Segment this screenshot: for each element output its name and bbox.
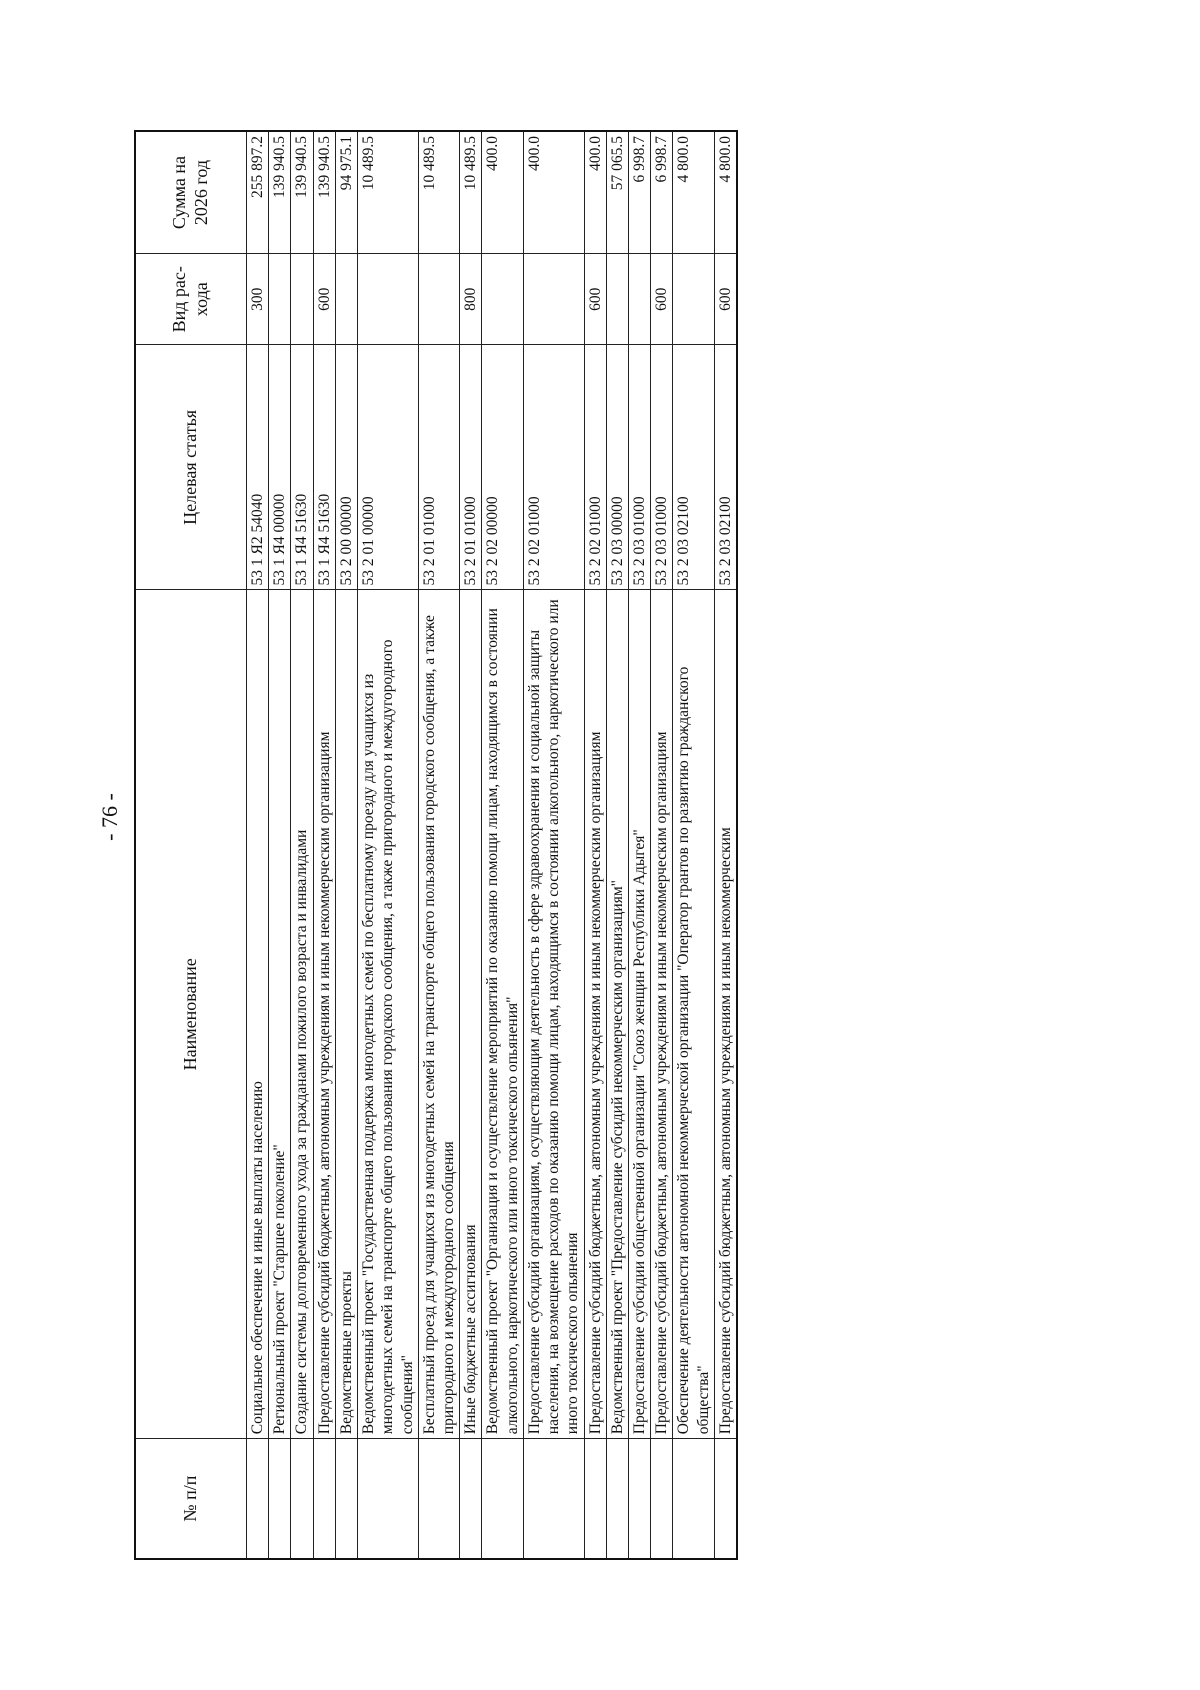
header-code: Целевая статья	[135, 345, 247, 590]
header-kind: Вид рас-хода	[135, 254, 247, 345]
cell-kind: 600	[651, 254, 673, 345]
table-row	[482, 131, 523, 1559]
cell-num	[291, 1439, 313, 1559]
cell-num	[584, 1439, 606, 1559]
table-body	[247, 131, 738, 1559]
table-row	[584, 131, 606, 1559]
cell-num	[358, 1439, 419, 1559]
cell-kind	[482, 254, 523, 345]
table-row	[335, 131, 357, 1559]
cell-code: 53 1 Я2 54040	[247, 345, 269, 590]
cell-name: Региональный проект "Старшее поколение"	[269, 590, 291, 1439]
cell-num	[714, 1439, 737, 1559]
cell-amount: 139 940.5	[313, 131, 335, 254]
cell-code: 53 2 01 01000	[460, 345, 482, 590]
cell-kind: 600	[584, 254, 606, 345]
cell-num	[673, 1439, 714, 1559]
header-num: № п/п	[135, 1439, 247, 1559]
cell-code: 53 2 02 00000	[482, 345, 523, 590]
cell-num	[460, 1439, 482, 1559]
cell-amount: 400.0	[523, 131, 584, 254]
table-row	[313, 131, 335, 1559]
cell-amount: 4 800.0	[673, 131, 714, 254]
table-row	[269, 131, 291, 1559]
cell-kind	[418, 254, 459, 345]
budget-table-sheet	[134, 130, 1066, 1560]
cell-kind	[673, 254, 714, 345]
cell-amount: 4 800.0	[714, 131, 737, 254]
table-row	[523, 131, 584, 1559]
cell-kind: 600	[313, 254, 335, 345]
table-row	[460, 131, 482, 1559]
cell-kind: 600	[714, 254, 737, 345]
cell-name: Предоставление субсидий бюджетным, автономным учреждениям и иным некоммерческим организациям	[584, 590, 606, 1439]
cell-code: 53 2 03 02100	[673, 345, 714, 590]
cell-name: Ведомственный проект "Государственная поддержка многодетных семей по бесплатному проезду для учащихся из многодетных семей на транспорте общего пользования городского сообщения, а также пригородного и междугородного сообщения"	[358, 590, 419, 1439]
cell-code: 53 2 01 01000	[418, 345, 459, 590]
cell-name: Предоставление субсидии общественной организации "Союз женщин Республики Адыгея"	[628, 590, 650, 1439]
cell-name: Бесплатный проезд для учащихся из многодетных семей на транспорте общего пользования городского сообщения, а также пригородного и междугородного сообщения	[418, 590, 459, 1439]
header-name: Наименование	[135, 590, 247, 1439]
cell-name: Ведомственные проекты	[335, 590, 357, 1439]
cell-code: 53 2 03 01000	[628, 345, 650, 590]
table-row	[651, 131, 673, 1559]
budget-table	[134, 130, 738, 1560]
table-row	[673, 131, 714, 1559]
cell-kind	[358, 254, 419, 345]
cell-amount: 10 489.5	[358, 131, 419, 254]
cell-num	[269, 1439, 291, 1559]
cell-num	[523, 1439, 584, 1559]
cell-name: Иные бюджетные ассигнования	[460, 590, 482, 1439]
table-row	[358, 131, 419, 1559]
cell-amount: 139 940.5	[291, 131, 313, 254]
cell-name: Предоставление субсидий бюджетным, автономным учреждениям и иным некоммерческим организациям	[313, 590, 335, 1439]
table-row	[714, 131, 737, 1559]
cell-amount: 10 489.5	[418, 131, 459, 254]
cell-num	[628, 1439, 650, 1559]
cell-kind	[628, 254, 650, 345]
cell-kind	[523, 254, 584, 345]
page-number: - 76 -	[96, 793, 122, 841]
cell-kind: 800	[460, 254, 482, 345]
cell-amount: 10 489.5	[460, 131, 482, 254]
cell-name: Создание системы долговременного ухода за гражданами пожилого возраста и инвалидами	[291, 590, 313, 1439]
cell-num	[313, 1439, 335, 1559]
cell-amount: 255 897.2	[247, 131, 269, 254]
cell-name: Предоставление субсидий организациям, осуществляющим деятельность в сфере здравоохранения и социальной защиты населения, на возмещение расходов по оказанию помощи лицам, находящимся в состоянии алкогольного, наркотического или иного токсического опьянения	[523, 590, 584, 1439]
cell-num	[247, 1439, 269, 1559]
cell-num	[418, 1439, 459, 1559]
cell-kind	[606, 254, 628, 345]
cell-name: Предоставление субсидий бюджетным, автономным учреждениям и иным некоммерческим организациям	[651, 590, 673, 1439]
cell-name: Социальное обеспечение и иные выплаты населению	[247, 590, 269, 1439]
cell-code: 53 2 02 01000	[523, 345, 584, 590]
cell-code: 53 2 02 01000	[584, 345, 606, 590]
cell-amount: 6 998.7	[628, 131, 650, 254]
table-row	[606, 131, 628, 1559]
table-row	[247, 131, 269, 1559]
cell-code: 53 1 Я4 51630	[313, 345, 335, 590]
table-row	[628, 131, 650, 1559]
cell-name: Ведомственный проект "Организация и осуществление мероприятий по оказанию помощи лицам, находящимся в состоянии алкогольного, наркотического или иного токсического опьянения"	[482, 590, 523, 1439]
cell-code: 53 2 03 02100	[714, 345, 737, 590]
cell-name: Ведомственный проект "Предоставление субсидий некоммерческим организациям"	[606, 590, 628, 1439]
cell-name: Обеспечение деятельности автономной некоммерческой организации "Оператор грантов по развитию гражданского общества"	[673, 590, 714, 1439]
cell-amount: 400.0	[482, 131, 523, 254]
cell-amount: 57 065.5	[606, 131, 628, 254]
cell-amount: 139 940.5	[269, 131, 291, 254]
cell-num	[482, 1439, 523, 1559]
table-row	[418, 131, 459, 1559]
cell-code: 53 2 00 00000	[335, 345, 357, 590]
cell-kind	[269, 254, 291, 345]
header-amount: Сумма на 2026 год	[135, 131, 247, 254]
cell-kind	[335, 254, 357, 345]
cell-code: 53 2 03 01000	[651, 345, 673, 590]
cell-code: 53 2 03 00000	[606, 345, 628, 590]
cell-num	[651, 1439, 673, 1559]
table-header-row	[135, 131, 247, 1559]
cell-num	[606, 1439, 628, 1559]
cell-num	[335, 1439, 357, 1559]
cell-amount: 400.0	[584, 131, 606, 254]
cell-amount: 6 998.7	[651, 131, 673, 254]
cell-name: Предоставление субсидий бюджетным, автономным учреждениям и иным некоммерческим	[714, 590, 737, 1439]
cell-kind: 300	[247, 254, 269, 345]
cell-code: 53 1 Я4 00000	[269, 345, 291, 590]
table-row	[291, 131, 313, 1559]
cell-code: 53 1 Я4 51630	[291, 345, 313, 590]
cell-kind	[291, 254, 313, 345]
cell-code: 53 2 01 00000	[358, 345, 419, 590]
cell-amount: 94 975.1	[335, 131, 357, 254]
